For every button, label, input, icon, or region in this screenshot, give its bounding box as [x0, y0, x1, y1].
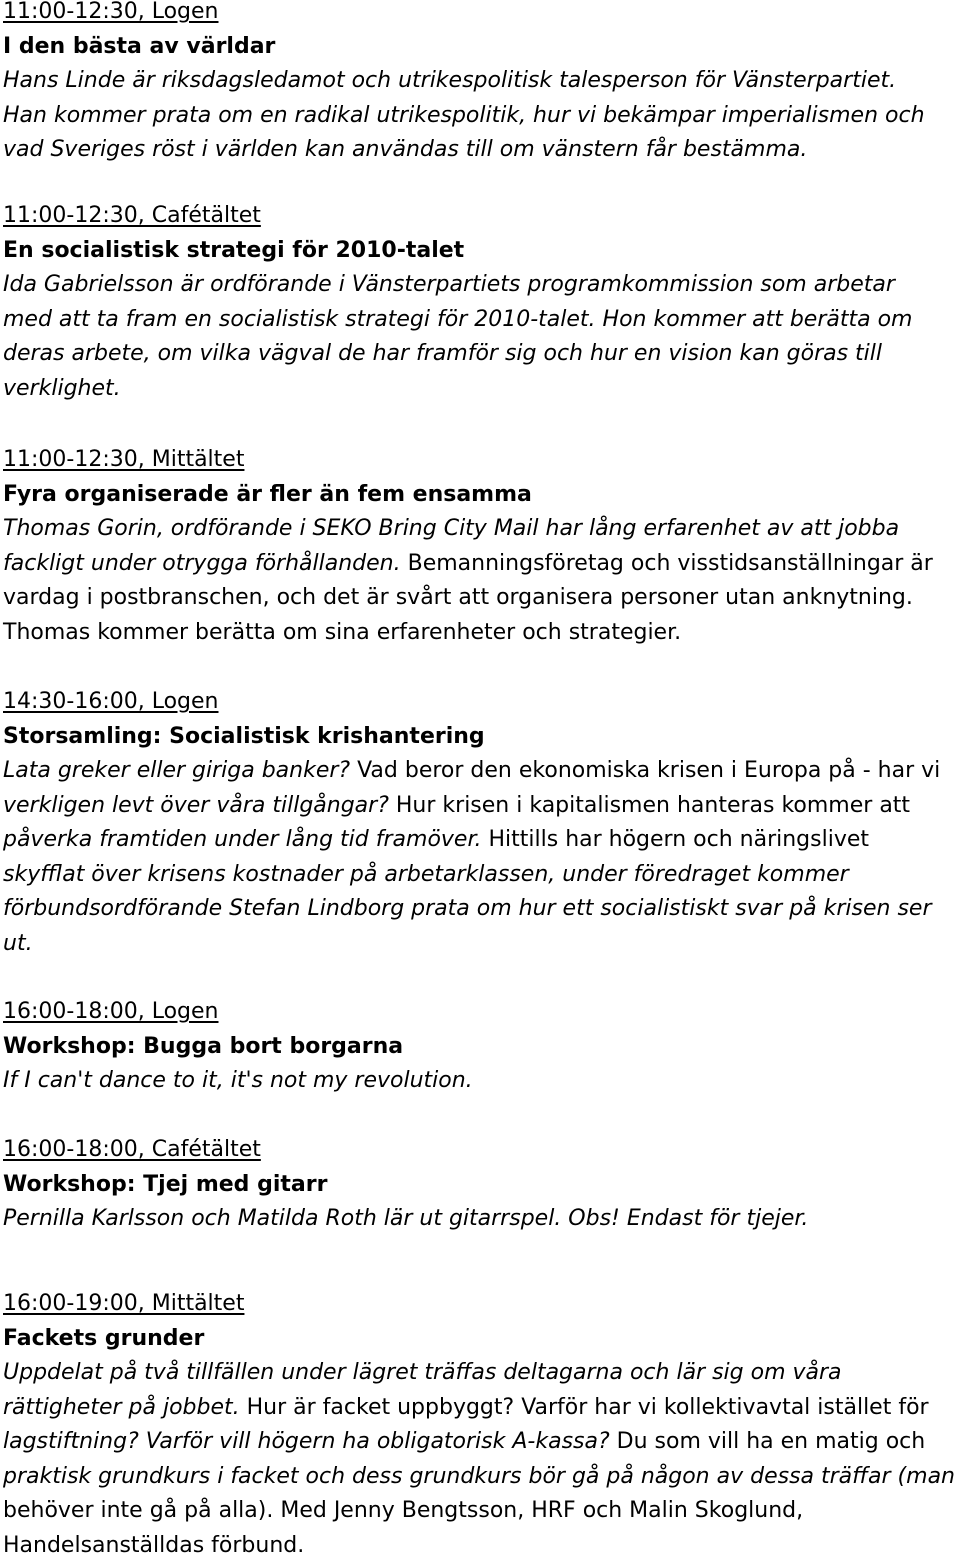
description-text: Lata greker eller giriga banker? [3, 758, 351, 783]
event-time: 11:00-12:30, Cafétältet [3, 203, 261, 228]
description-text: vardag i postbranschen, och det är svårt att organisera personer utan anknytning. [3, 585, 913, 610]
description-line [3, 1356, 954, 1391]
description-line [3, 1529, 954, 1563]
description-line [3, 64, 954, 99]
event-description [3, 1064, 954, 1099]
description-line [3, 1460, 954, 1495]
description-line [3, 823, 954, 858]
description-text: Thomas Gorin, ordförande i SEKO Bring City Mail har lång erfarenhet av att jobba [3, 516, 900, 541]
event-6 [3, 1133, 954, 1237]
event-title: Fackets grunder [3, 1325, 205, 1351]
event-3 [3, 443, 954, 650]
event-title: I den bästa av världar [3, 33, 276, 59]
description-text: Handelsanställdas förbund. [3, 1532, 305, 1558]
description-text: Hans Linde är riksdagsledamot och utrikespolitisk talesperson för Vänsterpartiet. [3, 68, 897, 93]
description-text: Vad beror den ekonomiska krisen i Europa på - har vi [350, 758, 941, 783]
description-text: Du som vill ha en matig och [609, 1429, 926, 1454]
event-2 [3, 199, 954, 406]
description-line [3, 268, 954, 303]
description-text: rättigheter på jobbet. [3, 1394, 240, 1420]
description-text: vad Sveriges röst i världen kan användas till om vänstern får bestämma. [3, 137, 808, 162]
description-text: skyfflat över krisens kostnader på arbetarklassen, under föredraget kommer [3, 861, 849, 887]
description-line [3, 303, 954, 338]
event-time: 14:30-16:00, Logen [3, 689, 219, 714]
event-4 [3, 685, 954, 961]
description-line [3, 616, 954, 651]
description-text: Uppdelat på två tillfällen under lägret träffas deltagarna och lär sig om våra [3, 1360, 842, 1385]
description-text: ut. [3, 930, 33, 956]
description-line [3, 789, 954, 824]
event-description [3, 268, 954, 406]
description-line [3, 372, 954, 407]
description-line [3, 858, 954, 893]
description-line [3, 754, 954, 789]
description-line [3, 1494, 954, 1529]
description-line [3, 1202, 954, 1237]
description-line [3, 927, 954, 962]
description-line [3, 337, 954, 372]
description-text: Ida Gabrielsson är ordförande i Vänsterpartiets programkommission som arbetar [3, 272, 895, 297]
description-line [3, 892, 954, 927]
event-time: 16:00-18:00, Cafétältet [3, 1137, 261, 1162]
event-title: Fyra organiserade är fler än fem ensamma [3, 481, 532, 507]
event-title: En socialistisk strategi för 2010-talet [3, 237, 465, 263]
event-title: Workshop: Bugga bort borgarna [3, 1033, 404, 1059]
description-text: med att ta fram en socialistisk strategi för 2010-talet. [3, 306, 596, 332]
description-line [3, 512, 954, 547]
description-text: Thomas kommer berätta om sina erfarenheter och strategier. [3, 619, 682, 645]
description-line [3, 133, 954, 168]
event-1 [3, 0, 954, 168]
event-title: Storsamling: Socialistisk krishantering [3, 723, 485, 749]
event-description [3, 754, 954, 961]
description-line [3, 1064, 954, 1099]
event-description [3, 1356, 954, 1563]
description-line [3, 99, 954, 134]
description-text: påverka framtiden under lång tid framöver. [3, 827, 482, 852]
event-description [3, 1202, 954, 1237]
event-title: Workshop: Tjej med gitarr [3, 1171, 328, 1197]
event-5 [3, 995, 954, 1099]
event-7 [3, 1287, 954, 1563]
description-line [3, 581, 954, 616]
event-description [3, 512, 954, 650]
event-time: 11:00-12:30, Mittältet [3, 447, 245, 472]
event-time: 16:00-18:00, Logen [3, 999, 219, 1024]
description-text: Hur är facket uppbyggt? Varför har vi kollektivavtal istället för [239, 1394, 929, 1420]
description-text: praktisk grundkurs i facket och dess grundkurs bör gå på någon av dessa träffar (man [3, 1463, 955, 1489]
description-text: Hon kommer att berätta om [595, 306, 913, 332]
description-text: If I can't dance to it, it's not my revolution. [3, 1068, 473, 1093]
description-text: förbundsordförande Stefan Lindborg prata om hur ett socialistiskt svar på krisen ser [3, 896, 932, 921]
description-text: Pernilla Karlsson och Matilda Roth lär ut gitarrspel. Obs! Endast för tjejer. [3, 1206, 809, 1231]
description-line [3, 547, 954, 582]
event-time: 16:00-19:00, Mittältet [3, 1291, 245, 1316]
description-text: Hur krisen i kapitalismen hanteras kommer att [388, 792, 911, 818]
description-line [3, 1391, 954, 1426]
description-line [3, 1425, 954, 1460]
description-text: verkligen levt över våra tillgångar? [3, 792, 389, 818]
event-description [3, 64, 954, 168]
description-text: verklighet. [3, 375, 121, 401]
description-text: deras arbete, om vilka vägval de har framför sig och hur en vision kan göras till [3, 341, 883, 366]
description-text: lagstiftning? Varför vill högern ha obligatorisk A-kassa? [3, 1429, 610, 1454]
description-text: Han kommer prata om en radikal utrikespolitik, hur vi bekämpar imperialismen och [3, 102, 925, 128]
description-text: Hittills har högern och näringslivet [481, 827, 870, 852]
event-time: 11:00-12:30, Logen [3, 0, 219, 24]
description-text: behöver inte gå på alla). Med Jenny Bengtsson, HRF och Malin Skoglund, [3, 1498, 804, 1523]
description-text: Bemanningsföretag och visstidsanställningar är [400, 550, 933, 576]
description-text: fackligt under otrygga förhållanden. [3, 550, 401, 576]
